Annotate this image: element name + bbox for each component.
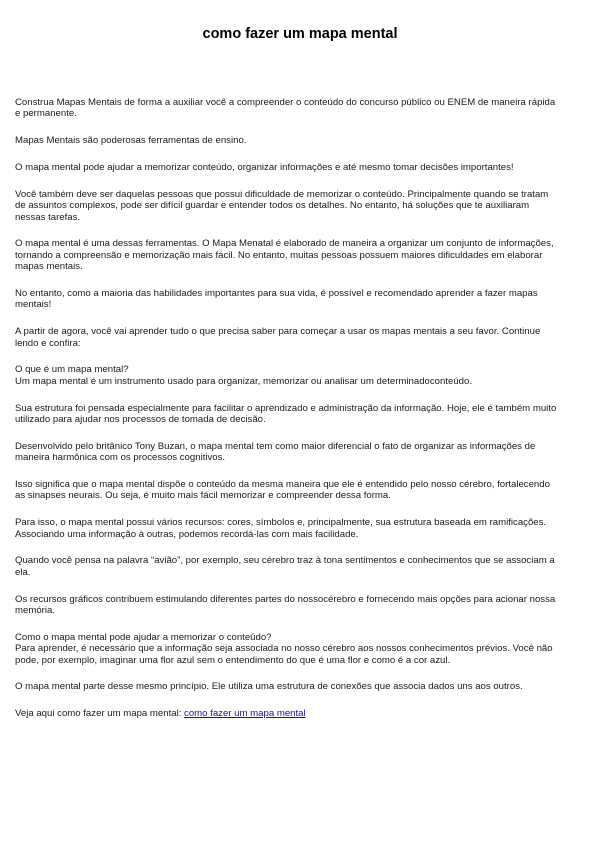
paragraph-line: Isso significa que o mapa mental dispõe o conteúdo da mesma maneira que ele é entendido pelo nosso cérebro, fortalecendo <box>15 479 550 491</box>
paragraph <box>15 238 587 272</box>
paragraph <box>15 441 587 464</box>
paragraph-line: A partir de agora, você vai aprender tudo o que precisa saber para começar a usar os mapas mentais a seu favor. Continue <box>15 326 541 338</box>
paragraph-line: pode, por exemplo, imaginar uma flor azul sem o entendimento do que é uma flor e como é a cor azul. <box>15 654 451 666</box>
mapa-mental-link[interactable]: como fazer um mapa mental <box>184 708 306 720</box>
paragraph-line: mentais! <box>15 299 52 311</box>
paragraph <box>15 162 587 173</box>
closing-paragraph <box>15 708 587 719</box>
closing-text: Veja aqui como fazer um mapa mental: <box>15 708 185 720</box>
paragraph <box>15 326 587 349</box>
paragraph-line: Associando uma informação à outras, podemos recordá-las com mais facilidade. <box>15 528 359 540</box>
paragraph-line: tornando a compreensão e memorização mais fácil. No entanto, muitas pessoas possuem maiores dificuldades em elaborar <box>15 249 543 261</box>
paragraph <box>15 555 587 578</box>
paragraph-line: Para aprender, é necessário que a informação seja associada no nosso cérebro aos nossos conhecimentos prévios. Você não <box>15 643 553 655</box>
paragraph-line: nessas tarefas. <box>15 211 81 223</box>
paragraph <box>15 288 587 311</box>
paragraph-line: Um mapa mental é um instrumento usado para organizar, memorizar ou analisar um determinadoconteúdo. <box>15 375 473 387</box>
paragraph-line: O que é um mapa mental? <box>15 364 129 376</box>
paragraph-line: O mapa mental parte desse mesmo princípio. Ele utiliza uma estrutura de conexões que associa dados uns aos outros. <box>15 681 523 693</box>
paragraph <box>15 189 587 223</box>
paragraph-line: mapas mentais. <box>15 261 83 273</box>
paragraph-line: Desenvolvido pelo britânico Tony Buzan, o mapa mental tem como maior diferencial o fato de organizar as informações de <box>15 440 536 452</box>
paragraph-line: maneira harmônica com os processos cognitivos. <box>15 452 226 464</box>
paragraph <box>15 479 587 502</box>
paragraph-line: de assuntos complexos, pode ser difícil guardar e entender todos os detalhes. No entanto, há soluções que te auxiliaram <box>15 200 530 212</box>
page-title: como fazer um mapa mental <box>202 26 398 42</box>
paragraph <box>15 632 587 666</box>
paragraph-line: No entanto, como a maioria das habilidades importantes para sua vida, é possível e recomendado aprender a fazer mapas <box>15 288 538 300</box>
paragraph <box>15 364 587 387</box>
paragraph <box>15 403 587 426</box>
paragraph-line: memória. <box>15 605 55 617</box>
paragraph-line: Quando você pensa na palavra “avião”, por exemplo, seu cérebro traz à tona sentimentos e conhecimentos que se associam a <box>15 555 555 567</box>
paragraph-line: Para isso, o mapa mental possui vários recursos: cores, símbolos e, principalmente, sua estrutura baseada em ramificações. <box>15 517 547 529</box>
paragraph <box>15 97 587 120</box>
paragraph <box>15 594 587 617</box>
paragraph-line: O mapa mental é uma dessas ferramentas. O Mapa Menatal é elaborado de maneira a organizar um conjunto de informações, <box>15 238 554 250</box>
paragraph-line: Os recursos gráficos contribuem estimulando diferentes partes do nossocérebro e fornecendo mais opções para acionar nossa <box>15 593 556 605</box>
document-body <box>15 97 587 735</box>
paragraph-line: O mapa mental pode ajudar a memorizar conteúdo, organizar informações e até mesmo tomar decisões importantes! <box>15 162 514 173</box>
paragraph-line: Como o mapa mental pode ajudar a memorizar o conteúdo? <box>15 631 272 643</box>
paragraph <box>15 517 587 540</box>
paragraph-line: e permanente. <box>15 108 77 120</box>
paragraph-line: Construa Mapas Mentais de forma a auxiliar você a compreender o conteúdo do concurso público ou ENEM de maneira rápida <box>15 97 556 108</box>
paragraph-line: Sua estrutura foi pensada especialmente para facilitar o aprendizado e administração da informação. Hoje, ele é também muito <box>15 402 557 414</box>
paragraph-line: lendo e confira: <box>15 337 81 349</box>
paragraph-line: utilizado para ajudar nos processos de tomada de decisão. <box>15 414 266 426</box>
paragraph-line: as sinapses neurais. Ou seja, é muito mais fácil memorizar e compreender dessa forma. <box>15 490 391 502</box>
paragraph-line: Você também deve ser daquelas pessoas que possui dificuldade de memorizar o conteúdo. Principalmente quando se tratam <box>15 188 549 200</box>
paragraph <box>15 135 587 146</box>
paragraph <box>15 681 587 692</box>
paragraph-line: ela. <box>15 566 31 578</box>
paragraph-line: Mapas Mentais são poderosas ferramentas de ensino. <box>15 135 247 147</box>
